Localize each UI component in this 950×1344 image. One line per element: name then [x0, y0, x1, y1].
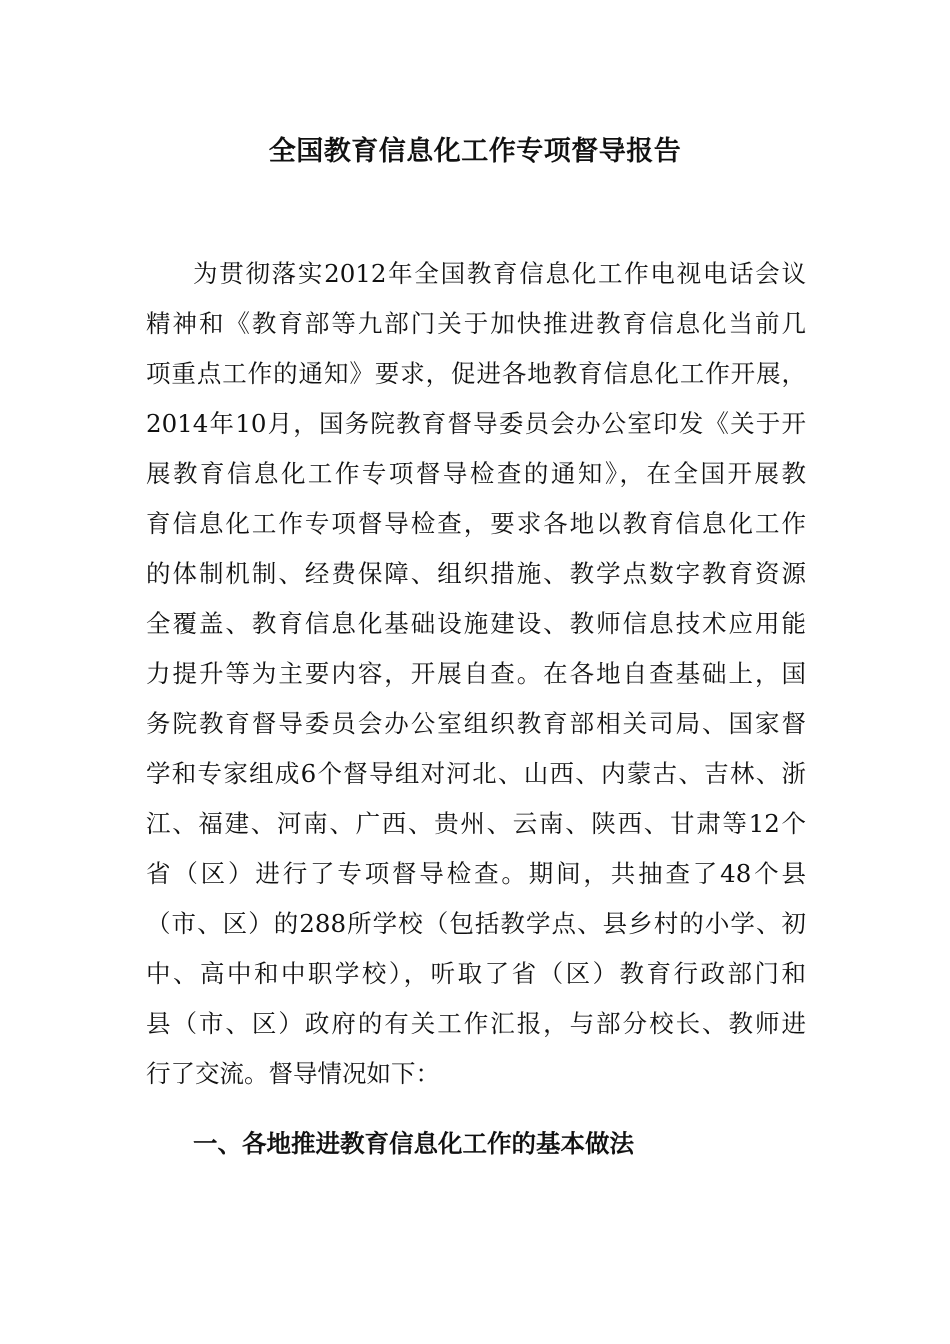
paragraph-line: 学和专家组成6个督导组对河北、山西、内蒙古、吉林、浙 [146, 759, 806, 788]
paragraph-line: 全覆盖、教育信息化基础设施建设、教师信息技术应用能 [146, 609, 806, 638]
paragraph-line: 中、高中和中职学校），听取了省（区）教育行政部门和 [146, 959, 806, 988]
paragraph-line: 行了交流。督导情况如下： [146, 1059, 440, 1088]
paragraph-line: 县（市、区）政府的有关工作汇报，与部分校长、教师进 [146, 1009, 806, 1038]
paragraph-line: 展教育信息化工作专项督导检查的通知》，在全国开展教 [146, 459, 806, 488]
paragraph-line: （市、区）的288所学校（包括教学点、县乡村的小学、初 [146, 909, 806, 938]
paragraph-line: 省（区）进行了专项督导检查。期间，共抽查了48个县 [146, 859, 806, 888]
paragraph-line: 项重点工作的通知》要求，促进各地教育信息化工作开展， [146, 359, 806, 388]
section-heading: 一、各地推进教育信息化工作的基本做法 [193, 1129, 634, 1158]
paragraph-line: 的体制机制、经费保障、组织措施、教学点数字教育资源 [146, 559, 806, 588]
paragraph-line: 力提升等为主要内容，开展自查。在各地自查基础上，国 [146, 659, 806, 688]
paragraph-line: 育信息化工作专项督导检查，要求各地以教育信息化工作 [146, 509, 806, 538]
paragraph-line: 务院教育督导委员会办公室组织教育部相关司局、国家督 [146, 709, 806, 738]
document-title: 全国教育信息化工作专项督导报告 [268, 136, 682, 167]
paragraph-line: 为贯彻落实2012年全国教育信息化工作电视电话会议 [193, 259, 806, 288]
paragraph-line: 2014年10月，国务院教育督导委员会办公室印发《关于开 [146, 409, 806, 438]
paragraph-line: 精神和《教育部等九部门关于加快推进教育信息化当前几 [146, 309, 806, 338]
paragraph-line: 江、福建、河南、广西、贵州、云南、陕西、甘肃等12个 [146, 809, 806, 838]
